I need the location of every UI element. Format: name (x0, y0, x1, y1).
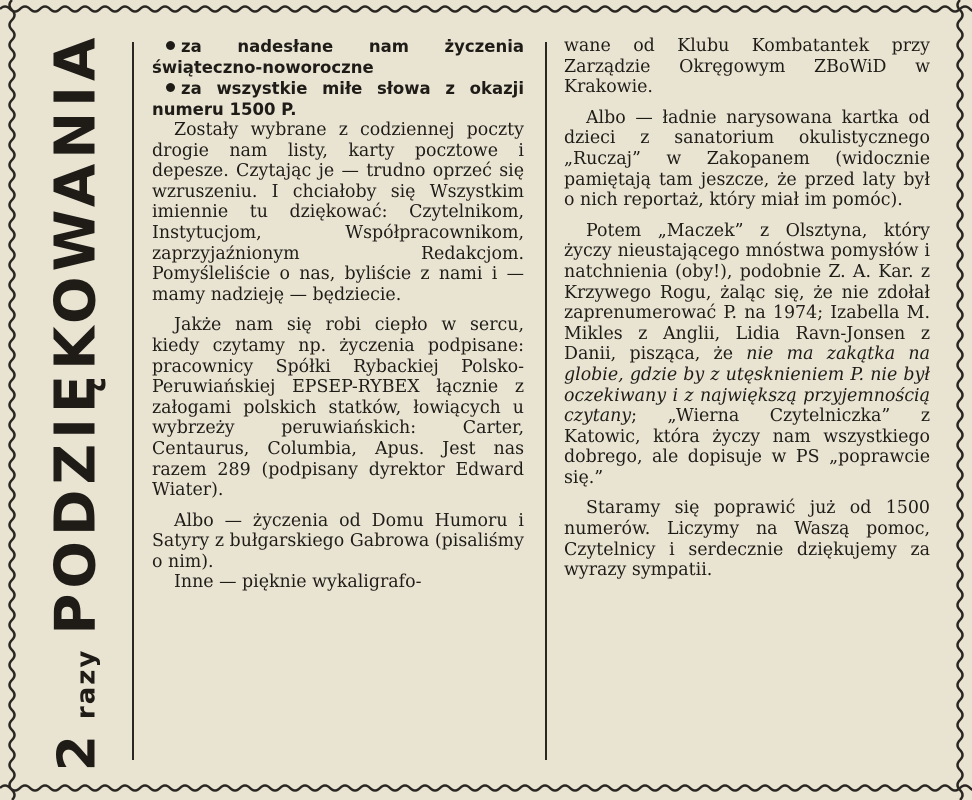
bullet-icon (166, 83, 175, 92)
bottom-wavy-border (0, 780, 972, 796)
paragraph: wane od Klubu Kombatantek przy Zarządzie Okręgowym ZBoWiD w Krakowie. (564, 36, 930, 98)
text-column-2 (564, 36, 930, 581)
paragraph: Zostały wybrane z codziennej poczty drogie nam listy, karty pocztowe i depesze. Czytając je — trudno oprzeć się wzruszeniu. I chciałoby się Wszystkim imiennie tu dziękować: Czytelnikom, Instytucjom, Współpracownikom, zaprzyjaźnionym Redakcjom. Pomyśleliście o nas, byliście z nami i — mamy nadzieję — będziecie. (152, 120, 524, 305)
paragraph: Albo — ładnie narysowana kartka od dzieci z sanatorium okulistycznego „Ruczaj” w Zakopanem (widocznie pamiętają tam jeszcze, że przed laty był o nich reportaż, który miał im pomóc). (564, 107, 930, 211)
paragraph: Jakże nam się robi ciepło w sercu, kiedy czytamy np. życzenia podpisane: pracownicy Spółki Rybackiej Polsko-Peruwiańskiej EPSEP-RYBEX łącznie z załogami polskich statków, łowiących u wybrzeży peruwiańskich: Carter, Centaurus, Columbia, Apus. Jest nas razem 289 (podpisany dyrektor Edward Wiater). (152, 315, 524, 501)
top-wavy-border (0, 0, 972, 16)
paragraph: Albo — życzenia od Domu Humoru i Satyry z bułgarskiego Gabrowa (pisaliśmy o nim). (152, 510, 524, 572)
text-column-1 (152, 36, 524, 593)
column-divider-left (132, 42, 134, 760)
bullet-item: za wszystkie miłe słowa z okazji numeru 1500 P. (152, 79, 524, 119)
bullet-icon (166, 41, 175, 50)
title-small: razy (71, 648, 102, 720)
column-divider-middle (545, 42, 547, 760)
title-main: PODZIĘKOWANIA (43, 32, 109, 635)
paragraph: Staramy się poprawić już od 1500 numerów. Liczymy na Waszą pomoc, Czytelnicy i serdecznie dziękujemy za wyrazy sympatii. (564, 498, 930, 581)
paragraph: Potem „Maczek” z Olsztyna, który życzy nieustającego mnóstwa pomysłów i natchnienia (oby!), podobnie Z. A. Kar. z Krzywego Rogu, żaląc się, że nie zdołał zaprenumerować P. na 1974; Izabella M. Mikles z Anglii, Lidia Ravn-Jonsen z Danii, pisząca, że nie ma zakątka na globie, gdzie by z utęsknieniem P. nie był oczekiwany i z największą przyjemnością czytany; „Wierna Czytelniczka” z Katowic, która życzy nam wszystkiego dobrego, ale dopisuje w PS „poprawcie się.” (564, 220, 930, 488)
paragraph: Inne — pięknie wykaligrafo- (174, 572, 422, 593)
title-number: 2 (47, 733, 108, 772)
right-wavy-border (952, 0, 968, 800)
bullet-item: za nadesłane nam życzenia świąteczno-noworoczne (152, 37, 524, 77)
italic-quote: nie ma zakątka na globie, gdzie by z utęsknieniem P. nie był oczekiwany i z największą przyjemnością czytany (564, 344, 930, 427)
left-wavy-border (4, 0, 20, 800)
article-title (40, 32, 112, 772)
